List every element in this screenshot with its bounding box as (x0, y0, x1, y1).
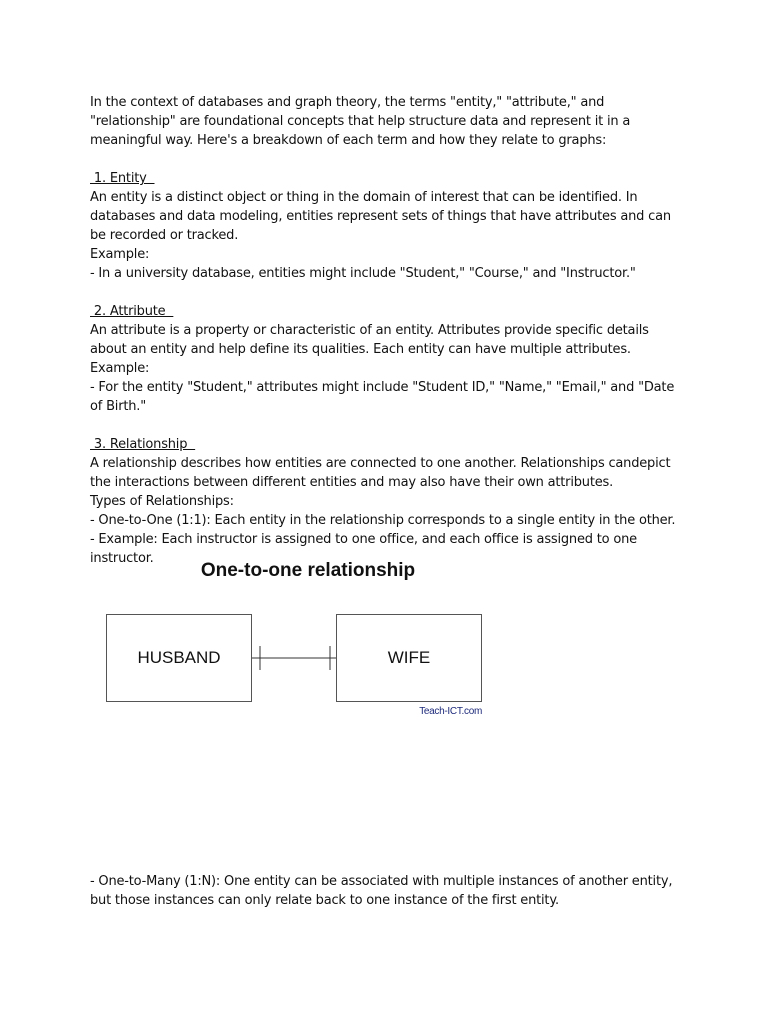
intro-paragraph: In the context of databases and graph theory, the terms "entity," "attribute," and "relationship" are foundational concepts that help structure data and represent it in a meaningful way. Here's a breakdown of each term and how they relate to graphs: (90, 95, 631, 148)
spacer (90, 416, 682, 435)
document-body (90, 93, 682, 568)
attribute-heading: 2. Attribute (90, 304, 174, 319)
relationship-definition: A relationship describes how entities are connected to one another. Relationships candepict the interactions between different entities and may also have their own attributes. (90, 456, 671, 490)
diagram-title: One-to-one relationship (200, 560, 416, 581)
attribute-example-label: Example: (90, 361, 150, 376)
one-to-one-connector (252, 634, 336, 682)
entity-definition: An entity is a distinct object or thing in the domain of interest that can be identified. In databases and data modeling, entities represent sets of things that have attributes and can be recorded or tracked. (90, 190, 671, 243)
wife-entity-box (336, 614, 482, 702)
relationship-types-label: Types of Relationships: (90, 494, 234, 509)
entity-example: - In a university database, entities might include "Student," "Course," and "Instructor." (90, 266, 636, 281)
spacer (90, 150, 682, 169)
document-body-continued (90, 872, 682, 910)
wife-entity-label: WIFE (387, 648, 431, 667)
husband-entity-box (106, 614, 252, 702)
one-to-one-example: - Example: Each instructor is assigned to one office, and each office is assigned to one instructor. (90, 532, 637, 566)
attribute-definition: An attribute is a property or characteristic of an entity. Attributes provide specific details about an entity and help define its qualities. Each entity can have multiple attributes. (90, 323, 649, 357)
entity-heading: 1. Entity (90, 171, 155, 186)
entity-example-label: Example: (90, 247, 150, 262)
spacer (90, 283, 682, 302)
attribute-example: - For the entity "Student," attributes might include "Student ID," "Name," "Email," and "Date of Birth." (90, 380, 675, 414)
one-to-one-item: - One-to-One (1:1): Each entity in the relationship corresponds to a single entity in the other. (90, 513, 676, 528)
one-to-many-item: - One-to-Many (1:N): One entity can be associated with multiple instances of another entity, but those instances can only relate back to one instance of the first entity. (90, 874, 673, 908)
one-to-one-diagram (104, 560, 484, 720)
husband-entity-label: HUSBAND (137, 648, 221, 667)
diagram-credit: Teach-ICT.com (419, 706, 482, 717)
relationship-heading: 3. Relationship (90, 437, 196, 452)
